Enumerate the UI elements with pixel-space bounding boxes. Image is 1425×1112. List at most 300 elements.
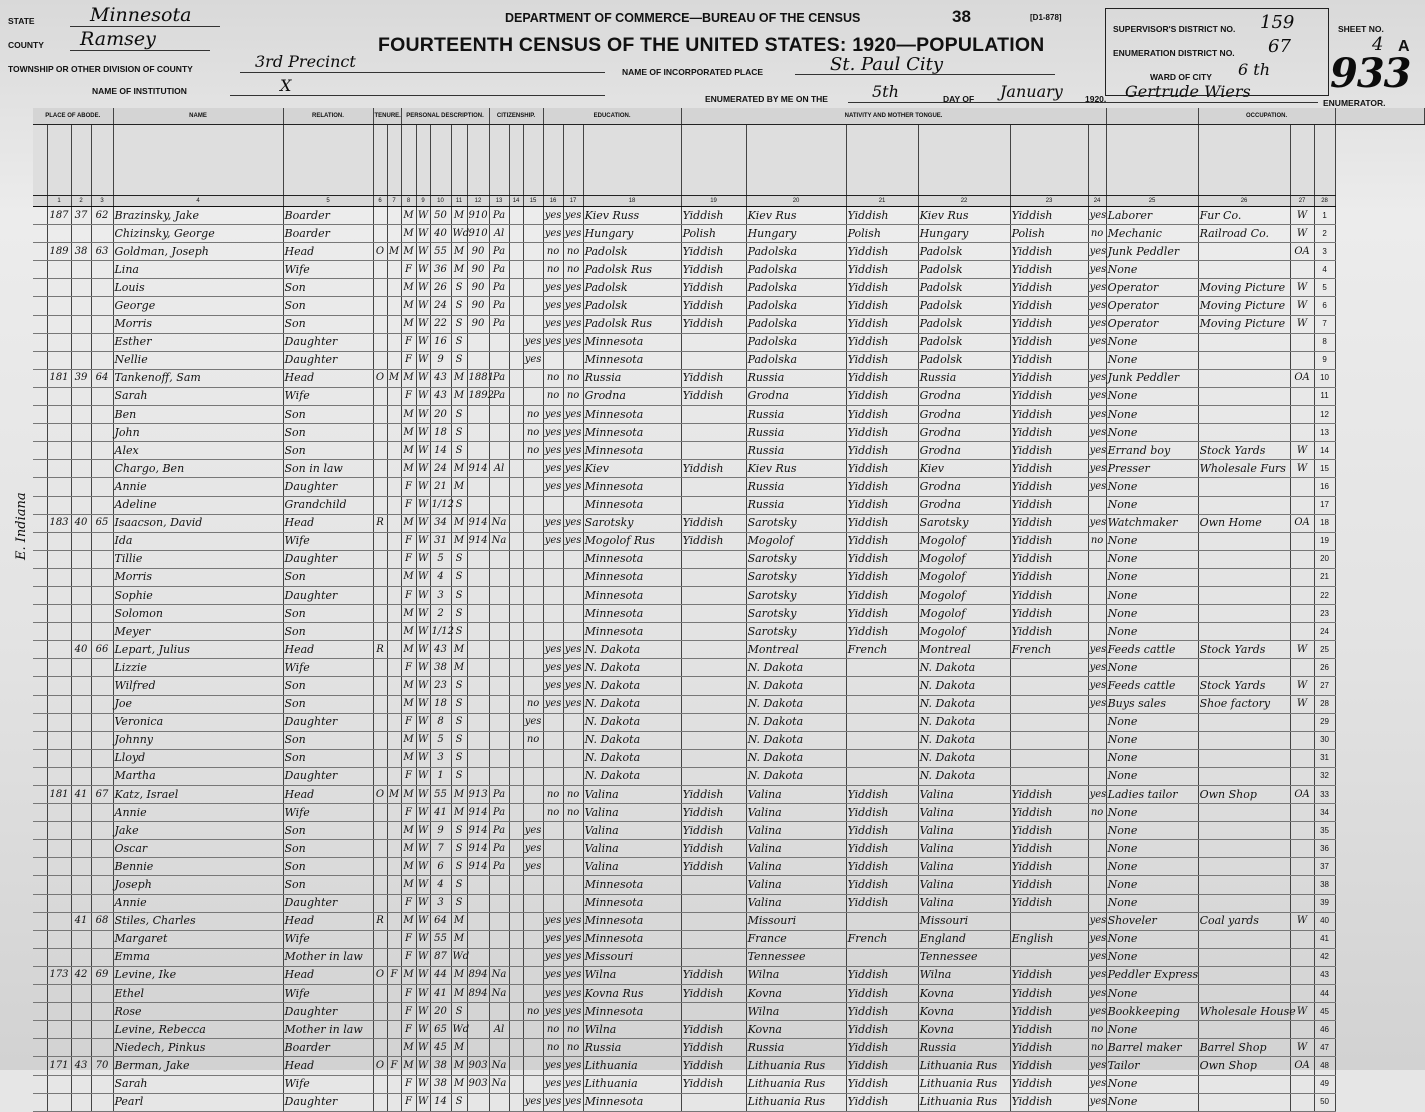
mortgage-cell (387, 586, 401, 604)
father-tongue-cell (846, 731, 918, 749)
father-tongue-cell: Yiddish (846, 966, 918, 984)
dwelling-number-cell (71, 1039, 91, 1057)
class-of-worker-cell (1290, 406, 1314, 424)
immigration-year-cell: 90 (467, 243, 489, 261)
naturalization-cell: Pa (489, 243, 509, 261)
age-cell: 22 (430, 315, 451, 333)
immigration-year-cell (467, 333, 489, 351)
class-of-worker-cell (1290, 985, 1314, 1003)
age-cell: 44 (430, 966, 451, 984)
read-cell: yes (543, 279, 563, 297)
naturalization-cell: Pa (489, 387, 509, 405)
relation-cell: Wife (283, 387, 373, 405)
father-tongue-cell (846, 948, 918, 966)
person-name-cell: Ben (113, 406, 283, 424)
dwelling-number-cell: 42 (71, 966, 91, 984)
line-number-cell: 8 (1314, 333, 1335, 351)
race-cell: W (416, 894, 430, 912)
mother-tongue-cell: Yiddish (681, 207, 746, 225)
relation-cell: Head (283, 966, 373, 984)
industry-cell: Wholesale Furs (1198, 460, 1290, 478)
speaks-english-cell: yes (1088, 261, 1106, 279)
mortgage-cell (387, 514, 401, 532)
naturalized-year-cell (509, 315, 523, 333)
column-number: 24 (1088, 196, 1106, 207)
relation-cell: Daughter (283, 1003, 373, 1021)
marital-status-cell: S (451, 695, 467, 713)
speaks-english-cell (1088, 351, 1106, 369)
dwelling-number-cell (71, 1093, 91, 1111)
occupation-cell: None (1106, 948, 1198, 966)
dwelling-number-cell (71, 279, 91, 297)
sex-cell: M (401, 442, 416, 460)
family-number-cell (91, 695, 113, 713)
father-birthplace-cell: Sarotsky (746, 568, 846, 586)
read-cell: yes (543, 677, 563, 695)
occupation-cell: Buys sales (1106, 695, 1198, 713)
table-row (33, 532, 1425, 550)
naturalization-cell: Na (489, 966, 509, 984)
father-tongue-cell: Yiddish (846, 514, 918, 532)
house-number-cell: 181 (47, 369, 71, 387)
relation-cell: Son (283, 424, 373, 442)
school-cell (523, 243, 543, 261)
sex-cell: F (401, 985, 416, 1003)
immigration-year-cell: 1881 (467, 369, 489, 387)
dwelling-number-cell: 40 (71, 514, 91, 532)
age-cell: 2 (430, 605, 451, 623)
family-number-cell (91, 333, 113, 351)
race-cell: W (416, 912, 430, 930)
naturalization-cell: Pa (489, 840, 509, 858)
mortgage-cell (387, 532, 401, 550)
read-cell: no (543, 804, 563, 822)
occupation-cell: Laborer (1106, 207, 1198, 225)
sex-cell: F (401, 333, 416, 351)
tenure-cell (373, 713, 387, 731)
marital-status-cell: S (451, 894, 467, 912)
mother-tongue-cell (681, 351, 746, 369)
state-value: Minnesota (90, 4, 192, 26)
mortgage-cell (387, 460, 401, 478)
line-number-cell: 48 (1314, 1057, 1335, 1075)
immigration-year-cell (467, 876, 489, 894)
immigration-year-cell: 894 (467, 985, 489, 1003)
naturalized-year-cell (509, 586, 523, 604)
father-birthplace-cell: Padolska (746, 351, 846, 369)
line-number-cell: 1 (1314, 207, 1335, 225)
tenure-cell (373, 840, 387, 858)
immigration-year-cell (467, 659, 489, 677)
mother-mother-tongue-cell (1010, 659, 1088, 677)
mortgage-cell (387, 659, 401, 677)
occupation-cell: Feeds cattle (1106, 641, 1198, 659)
dwelling-number-cell (71, 677, 91, 695)
father-birthplace-cell: Russia (746, 496, 846, 514)
division-label: TOWNSHIP OR OTHER DIVISION OF COUNTY (8, 64, 193, 74)
house-number-cell (47, 568, 71, 586)
person-name-cell: Ethel (113, 985, 283, 1003)
naturalized-year-cell (509, 442, 523, 460)
read-cell (543, 894, 563, 912)
street-cell (33, 586, 47, 604)
speaks-english-cell: yes (1088, 1057, 1106, 1075)
tenure-cell (373, 695, 387, 713)
speaks-english-cell: yes (1088, 297, 1106, 315)
family-number-cell: 66 (91, 641, 113, 659)
mortgage-cell (387, 406, 401, 424)
age-cell: 6 (430, 858, 451, 876)
dwelling-number-cell (71, 568, 91, 586)
age-cell: 38 (430, 1075, 451, 1093)
tenure-cell (373, 767, 387, 785)
read-cell: yes (543, 478, 563, 496)
school-cell (523, 387, 543, 405)
family-number-cell (91, 1093, 113, 1111)
person-name-cell: Sarah (113, 1075, 283, 1093)
class-of-worker-cell (1290, 1075, 1314, 1093)
mother-mother-tongue-cell: Yiddish (1010, 822, 1088, 840)
marital-status-cell: M (451, 532, 467, 550)
race-cell: W (416, 876, 430, 894)
father-birthplace-cell: Valina (746, 840, 846, 858)
read-cell: yes (543, 695, 563, 713)
occupation-cell: None (1106, 713, 1198, 731)
speaks-english-cell: no (1088, 225, 1106, 243)
father-tongue-cell (846, 749, 918, 767)
house-number-cell (47, 460, 71, 478)
marital-status-cell: S (451, 749, 467, 767)
birthplace-cell: Padolsk (583, 279, 681, 297)
mother-birthplace-cell: Mogolof (918, 623, 1010, 641)
person-name-cell: Morris (113, 315, 283, 333)
house-number-cell (47, 858, 71, 876)
write-cell: yes (563, 207, 583, 225)
marital-status-cell: S (451, 623, 467, 641)
industry-cell (1198, 731, 1290, 749)
enumerator-label: ENUMERATOR. (1323, 98, 1386, 108)
relation-cell: Son (283, 568, 373, 586)
tenure-cell (373, 406, 387, 424)
father-birthplace-cell: Wilna (746, 1003, 846, 1021)
relation-cell: Daughter (283, 713, 373, 731)
mortgage-cell (387, 840, 401, 858)
age-cell: 18 (430, 424, 451, 442)
mortgage-cell: M (387, 369, 401, 387)
street-cell (33, 1075, 47, 1093)
immigration-year-cell: 914 (467, 858, 489, 876)
speaks-english-cell: yes (1088, 659, 1106, 677)
race-cell: W (416, 948, 430, 966)
naturalized-year-cell (509, 279, 523, 297)
dwelling-number-cell (71, 478, 91, 496)
birthplace-cell: Padolsk Rus (583, 261, 681, 279)
naturalization-cell (489, 406, 509, 424)
write-cell: yes (563, 948, 583, 966)
marital-status-cell: S (451, 550, 467, 568)
read-cell (543, 731, 563, 749)
tenure-cell (373, 460, 387, 478)
house-number-cell (47, 532, 71, 550)
school-cell: no (523, 1003, 543, 1021)
tenure-cell (373, 207, 387, 225)
age-cell: 38 (430, 1057, 451, 1075)
table-row (33, 623, 1425, 641)
age-cell: 50 (430, 207, 451, 225)
mother-tongue-cell: Yiddish (681, 822, 746, 840)
marital-status-cell: S (451, 297, 467, 315)
read-cell (543, 496, 563, 514)
naturalized-year-cell (509, 387, 523, 405)
dwelling-number-cell (71, 840, 91, 858)
mother-tongue-cell: Yiddish (681, 1075, 746, 1093)
dwelling-number-cell: 39 (71, 369, 91, 387)
write-cell (563, 749, 583, 767)
school-cell (523, 369, 543, 387)
relation-cell: Head (283, 1057, 373, 1075)
relation-cell: Daughter (283, 333, 373, 351)
naturalization-cell (489, 424, 509, 442)
table-row (33, 786, 1425, 804)
father-birthplace-cell: Sarotsky (746, 586, 846, 604)
read-cell: yes (543, 460, 563, 478)
line-number-cell: 43 (1314, 966, 1335, 984)
age-cell: 14 (430, 1093, 451, 1111)
line-number-cell: 39 (1314, 894, 1335, 912)
mother-mother-tongue-cell: Yiddish (1010, 586, 1088, 604)
sex-cell: M (401, 297, 416, 315)
mother-tongue-cell (681, 659, 746, 677)
mother-mother-tongue-cell (1010, 912, 1088, 930)
mother-mother-tongue-cell: Yiddish (1010, 550, 1088, 568)
father-tongue-cell (846, 677, 918, 695)
school-cell: yes (523, 333, 543, 351)
class-of-worker-cell (1290, 623, 1314, 641)
father-birthplace-cell: Valina (746, 894, 846, 912)
tenure-cell: R (373, 514, 387, 532)
mother-birthplace-cell: N. Dakota (918, 677, 1010, 695)
naturalized-year-cell (509, 623, 523, 641)
mother-mother-tongue-cell (1010, 731, 1088, 749)
relation-cell: Son (283, 876, 373, 894)
marital-status-cell: S (451, 333, 467, 351)
speaks-english-cell: yes (1088, 1003, 1106, 1021)
occupation-cell: None (1106, 1021, 1198, 1039)
division-value: 3rd Precinct (255, 52, 356, 71)
family-number-cell (91, 442, 113, 460)
write-cell: no (563, 243, 583, 261)
tenure-cell (373, 876, 387, 894)
table-row (33, 641, 1425, 659)
naturalization-cell: Pa (489, 279, 509, 297)
industry-cell (1198, 985, 1290, 1003)
ed-label: ENUMERATION DISTRICT NO. (1113, 48, 1235, 58)
read-cell (543, 713, 563, 731)
street-cell (33, 840, 47, 858)
column-number: 27 (1290, 196, 1314, 207)
class-of-worker-cell (1290, 876, 1314, 894)
person-name-cell: Berman, Jake (113, 1057, 283, 1075)
mother-tongue-cell: Yiddish (681, 1039, 746, 1057)
street-cell (33, 478, 47, 496)
class-of-worker-cell: W (1290, 442, 1314, 460)
street-cell (33, 442, 47, 460)
mother-birthplace-cell: Mogolof (918, 568, 1010, 586)
naturalized-year-cell (509, 858, 523, 876)
birthplace-cell: Mogolof Rus (583, 532, 681, 550)
speaks-english-cell (1088, 822, 1106, 840)
immigration-year-cell (467, 586, 489, 604)
sex-cell: M (401, 749, 416, 767)
column-number-row (33, 196, 1425, 207)
naturalization-cell (489, 1003, 509, 1021)
race-cell: W (416, 930, 430, 948)
immigration-year-cell: 894 (467, 966, 489, 984)
naturalization-cell (489, 930, 509, 948)
write-cell: yes (563, 225, 583, 243)
naturalization-cell (489, 550, 509, 568)
write-cell: no (563, 1039, 583, 1057)
occupation-cell: Mechanic (1106, 225, 1198, 243)
street-cell (33, 804, 47, 822)
relation-cell: Son (283, 442, 373, 460)
mother-birthplace-cell: Grodna (918, 406, 1010, 424)
mother-birthplace-cell: Valina (918, 858, 1010, 876)
line-number-cell: 6 (1314, 297, 1335, 315)
relation-cell: Wife (283, 1075, 373, 1093)
birthplace-cell: Russia (583, 1039, 681, 1057)
read-cell (543, 351, 563, 369)
industry-cell: Own Shop (1198, 786, 1290, 804)
table-row (33, 586, 1425, 604)
mortgage-cell (387, 333, 401, 351)
line-number-cell: 21 (1314, 568, 1335, 586)
school-cell: no (523, 424, 543, 442)
sex-cell: M (401, 786, 416, 804)
birthplace-cell: Grodna (583, 387, 681, 405)
street-cell (33, 460, 47, 478)
immigration-year-cell (467, 442, 489, 460)
birthplace-cell: Kiev (583, 460, 681, 478)
street-cell (33, 713, 47, 731)
age-cell: 24 (430, 297, 451, 315)
group-place-of-abode: PLACE OF ABODE. (33, 108, 113, 125)
school-cell (523, 985, 543, 1003)
sex-cell: F (401, 948, 416, 966)
naturalized-year-cell (509, 568, 523, 586)
street-cell (33, 1039, 47, 1057)
mortgage-cell (387, 279, 401, 297)
line-number-cell: 17 (1314, 496, 1335, 514)
group-name: NAME (113, 108, 283, 125)
naturalization-cell (489, 623, 509, 641)
mother-birthplace-cell: Grodna (918, 387, 1010, 405)
age-cell: 16 (430, 333, 451, 351)
father-birthplace-cell: Sarotsky (746, 605, 846, 623)
naturalization-cell (489, 713, 509, 731)
mother-tongue-cell: Yiddish (681, 985, 746, 1003)
house-number-cell (47, 351, 71, 369)
person-name-cell: George (113, 297, 283, 315)
naturalized-year-cell (509, 840, 523, 858)
family-number-cell (91, 713, 113, 731)
age-cell: 9 (430, 822, 451, 840)
race-cell: W (416, 550, 430, 568)
naturalization-cell: Pa (489, 297, 509, 315)
ed-value: 67 (1268, 36, 1291, 57)
enumerated-label: ENUMERATED BY ME ON THE (705, 94, 828, 104)
house-number-cell (47, 315, 71, 333)
occupation-cell: Barrel maker (1106, 1039, 1198, 1057)
father-birthplace-cell: N. Dakota (746, 731, 846, 749)
line-number-cell: 15 (1314, 460, 1335, 478)
table-row (33, 1021, 1425, 1039)
naturalized-year-cell (509, 261, 523, 279)
immigration-year-cell: 914 (467, 532, 489, 550)
mother-tongue-cell (681, 478, 746, 496)
immigration-year-cell (467, 677, 489, 695)
mortgage-cell (387, 930, 401, 948)
occupation-cell: Presser (1106, 460, 1198, 478)
speaks-english-cell (1088, 605, 1106, 623)
naturalized-year-cell (509, 369, 523, 387)
relation-cell: Son (283, 822, 373, 840)
marital-status-cell: M (451, 1075, 467, 1093)
school-cell: no (523, 731, 543, 749)
marital-status-cell: M (451, 804, 467, 822)
street-cell (33, 333, 47, 351)
industry-cell (1198, 966, 1290, 984)
birthplace-cell: N. Dakota (583, 713, 681, 731)
occupation-cell: None (1106, 532, 1198, 550)
mother-mother-tongue-cell: Yiddish (1010, 786, 1088, 804)
naturalization-cell: Na (489, 532, 509, 550)
naturalization-cell: Na (489, 1075, 509, 1093)
father-birthplace-cell: Kovna (746, 1021, 846, 1039)
mother-tongue-cell: Yiddish (681, 532, 746, 550)
group-header-row (33, 108, 1425, 125)
group-blank (1335, 108, 1424, 125)
race-cell: W (416, 279, 430, 297)
read-cell (543, 767, 563, 785)
class-of-worker-cell: W (1290, 641, 1314, 659)
naturalization-cell: Pa (489, 822, 509, 840)
relation-cell: Son (283, 315, 373, 333)
sex-cell: M (401, 424, 416, 442)
class-of-worker-cell (1290, 478, 1314, 496)
mother-mother-tongue-cell: Yiddish (1010, 1093, 1088, 1111)
race-cell: W (416, 731, 430, 749)
table-row (33, 297, 1425, 315)
sex-cell: F (401, 261, 416, 279)
sex-cell: F (401, 930, 416, 948)
occupation-cell: None (1106, 351, 1198, 369)
father-birthplace-cell: Russia (746, 478, 846, 496)
naturalization-cell: Pa (489, 786, 509, 804)
family-number-cell (91, 822, 113, 840)
father-tongue-cell (846, 695, 918, 713)
tenure-cell (373, 822, 387, 840)
write-cell (563, 731, 583, 749)
mortgage-cell (387, 478, 401, 496)
table-row (33, 858, 1425, 876)
sex-cell: F (401, 894, 416, 912)
naturalization-cell (489, 605, 509, 623)
naturalization-cell: Al (489, 225, 509, 243)
race-cell: W (416, 713, 430, 731)
mother-mother-tongue-cell: Yiddish (1010, 1057, 1088, 1075)
dwelling-number-cell: 41 (71, 912, 91, 930)
